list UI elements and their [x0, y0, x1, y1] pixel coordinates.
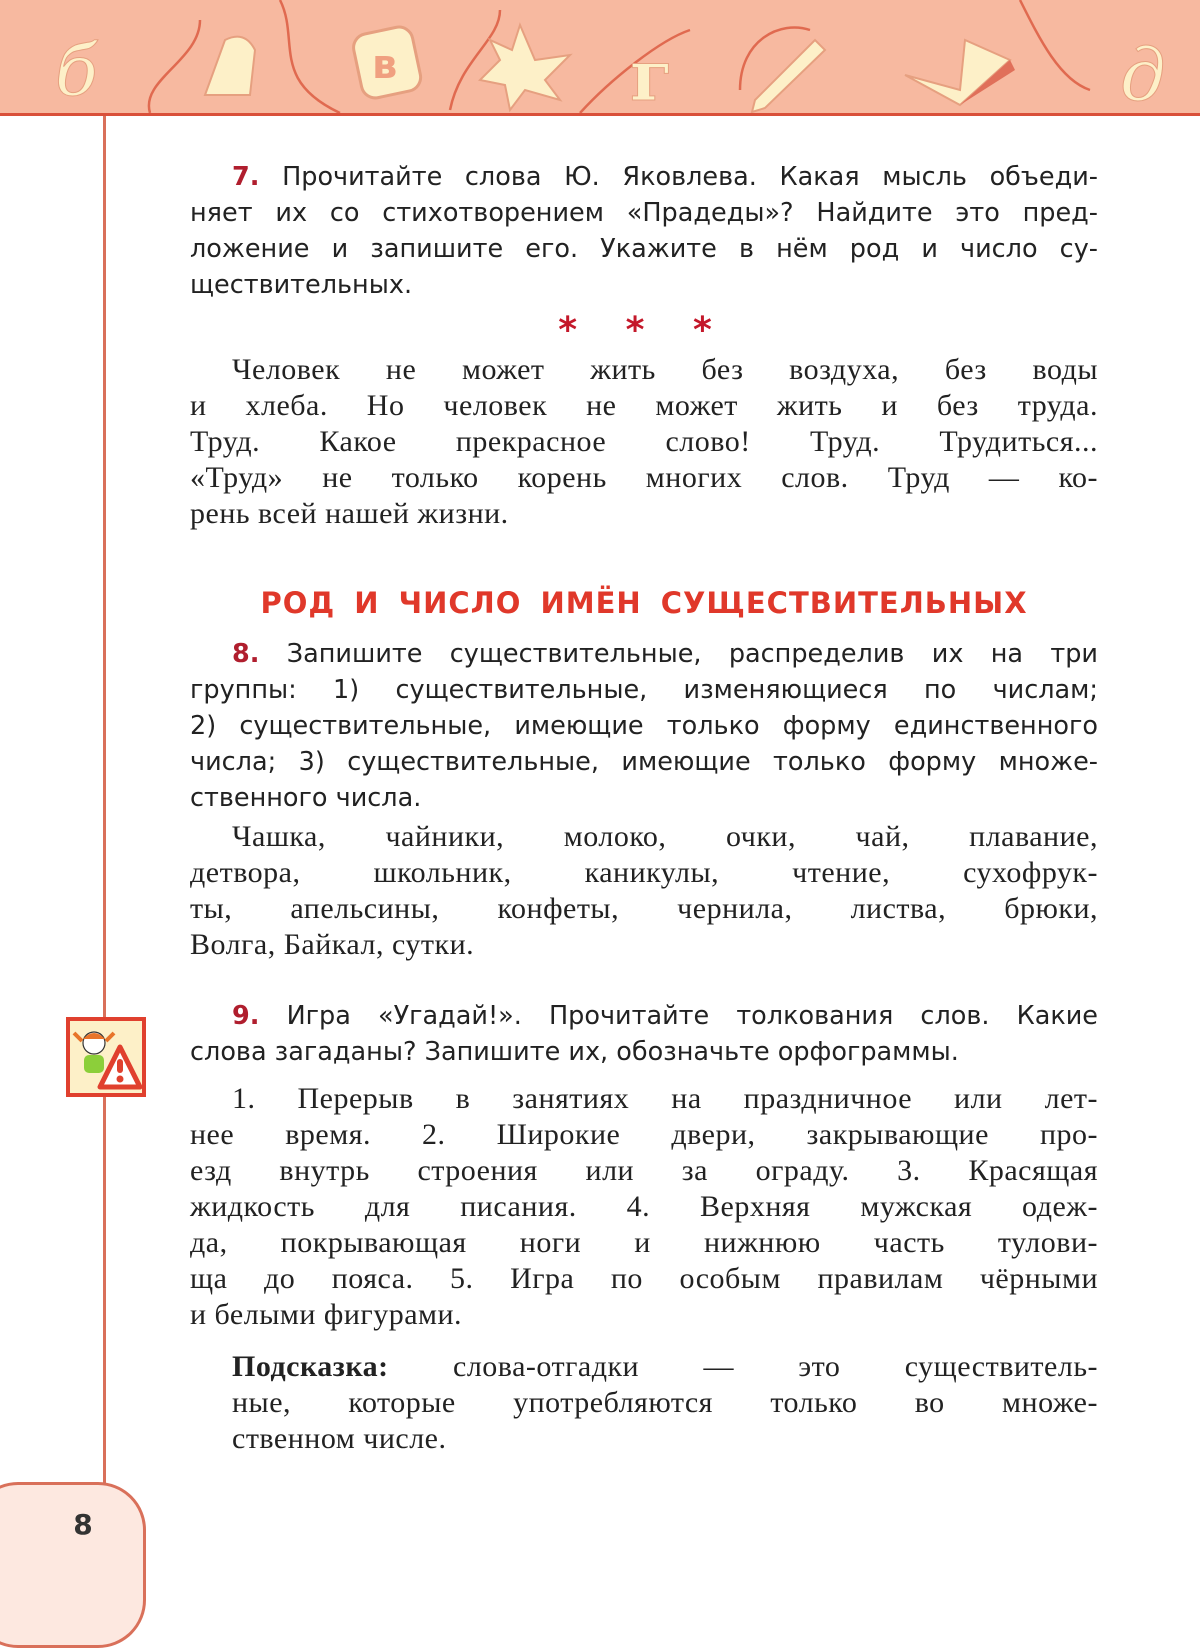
- exercise-8: [190, 636, 1098, 816]
- pencil-icon: [752, 40, 825, 112]
- line-text: Запишите существительные, распределив их на три: [286, 639, 1098, 669]
- exercise-line: [190, 159, 1098, 195]
- hint-block: [232, 1349, 1098, 1457]
- exercise-number: 8.: [232, 639, 260, 669]
- margin-rule: [103, 116, 106, 1484]
- exercise-line: ществительных.: [190, 270, 413, 300]
- definition-line: да, покрывающая ноги и нижнюю часть тулови-: [190, 1226, 1098, 1259]
- section-stars: * * *: [558, 310, 730, 351]
- decorative-header-banner: [0, 0, 1200, 116]
- exercise-line: [190, 998, 1098, 1034]
- exercise-line: ложение и запишите его. Укажите в нём род и число су-: [190, 234, 1098, 264]
- section-heading: РОД И ЧИСЛО ИМЁН СУЩЕСТВИТЕЛЬНЫХ: [260, 586, 1028, 620]
- hint-label: Подсказка:: [232, 1350, 389, 1383]
- passage-line: «Труд» не только корень многих слов. Труд — ко-: [190, 461, 1098, 494]
- page-number-tab: [0, 1482, 146, 1648]
- passage-line: рень всей нашей жизни.: [190, 497, 509, 530]
- hint-line: [232, 1349, 1098, 1385]
- passage-line: Человек не может жить без воздуха, без воды: [232, 353, 1098, 386]
- line-text: Прочитайте слова Ю. Яковлева. Какая мысль объеди-: [282, 162, 1099, 192]
- passage-line: и хлеба. Но человек не может жить и без труда.: [190, 389, 1098, 422]
- exercise-line: няет их со стихотворением «Прадеды»? Найдите это пред-: [190, 198, 1098, 228]
- letter-d-ornament: д: [1120, 33, 1166, 113]
- definition-line: жидкость для писания. 4. Верхняя мужская одеж-: [190, 1190, 1098, 1223]
- attention-icon: [66, 1017, 146, 1097]
- hint-line: ственном числе.: [232, 1422, 447, 1455]
- word-line: ты, апельсины, конфеты, чернила, листва, брюки,: [190, 892, 1098, 925]
- word-line: детвора, школьник, каникулы, чтение, сухофрук-: [190, 856, 1098, 889]
- exercise-number: 7.: [232, 162, 260, 192]
- exercise-number: 9.: [232, 1001, 260, 1031]
- exercise-line: [190, 636, 1098, 672]
- definition-line: 1. Перерыв в занятиях на праздничное или лет-: [232, 1082, 1098, 1115]
- exercise-7: [190, 159, 1098, 303]
- passage-line: Труд. Какое прекрасное слово! Труд. Трудиться...: [190, 425, 1098, 458]
- bell-icon: [205, 37, 255, 95]
- exercise-line: числа; 3) существительные, имеющие только форму множе-: [190, 747, 1098, 777]
- definition-line: езд внутрь строения или за ограду. 3. Красящая: [190, 1154, 1098, 1187]
- exercise-9: [190, 998, 1098, 1070]
- definition-line: и белыми фигурами.: [190, 1298, 463, 1331]
- definition-line: ща до пояса. 5. Игра по особым правилам чёрными: [190, 1262, 1098, 1295]
- exercise-line: группы: 1) существительные, изменяющиеся по числам;: [190, 675, 1098, 705]
- maple-leaf-icon: [480, 25, 570, 110]
- line-text: слова-отгадки — это существитель-: [453, 1350, 1099, 1383]
- open-book-icon: [905, 40, 1015, 105]
- header-ornament: [0, 0, 1200, 113]
- letter-g-ornament: г: [630, 34, 673, 113]
- exercise-9-definitions: [190, 1081, 1098, 1333]
- exercise-8-words: [190, 819, 1098, 963]
- word-line: Волга, Байкал, сутки.: [190, 928, 475, 961]
- word-line: Чашка, чайники, молоко, очки, чай, плавание,: [232, 820, 1098, 853]
- svg-text:в: в: [372, 42, 398, 88]
- exercise-line: ственного числа.: [190, 783, 422, 813]
- definition-line: нее время. 2. Широкие двери, закрывающие про-: [190, 1118, 1098, 1151]
- reading-passage: [190, 352, 1098, 532]
- letter-b-ornament: б: [55, 30, 98, 112]
- line-text: Игра «Угадай!». Прочитайте толкования слов. Какие: [286, 1001, 1098, 1031]
- letter-block-icon: [351, 24, 423, 100]
- hint-line: ные, которые употребляются только во множе-: [232, 1386, 1098, 1419]
- exercise-line: слова загаданы? Запишите их, обозначьте орфограммы.: [190, 1037, 959, 1067]
- page-number: 8: [73, 1508, 93, 1541]
- exercise-line: 2) существительные, имеющие только форму единственного: [190, 711, 1098, 741]
